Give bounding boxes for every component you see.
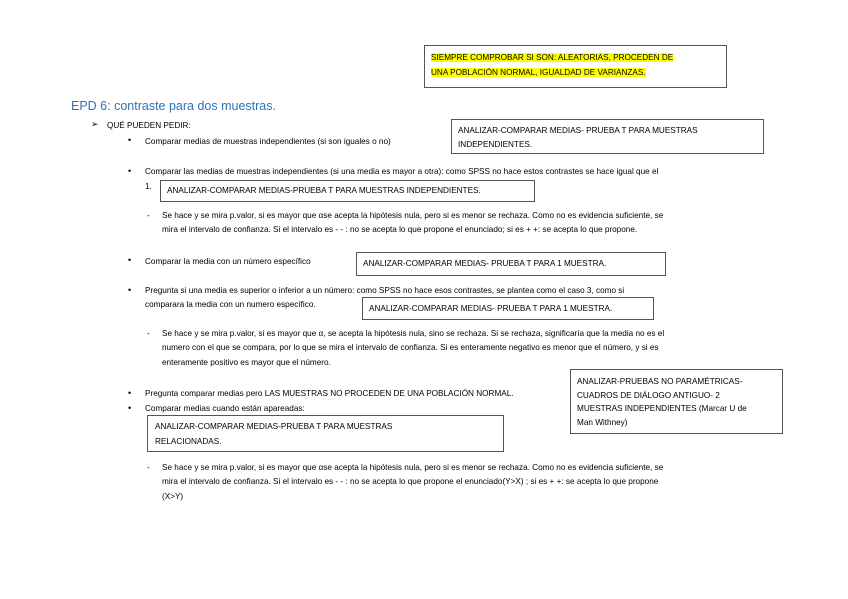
item-6-sub-line-2: mira el intervalo de confianza. Si el intervalo es - - : no se acepta lo que propone el enunciado(Y>X) ; si es + +: se acepta lo que propone bbox=[162, 477, 659, 486]
dash: - bbox=[147, 463, 150, 472]
item-4-line-2: comparara la media con un numero específico. bbox=[145, 300, 316, 309]
item-1-box-line-2: INDEPENDIENTES. bbox=[458, 140, 533, 149]
item-2-line-2: 1. bbox=[145, 182, 152, 191]
item-2-sub-line-2: mira el intervalo de confianza. Si el intervalo es - - : no se acepta lo que propone el enunciado; si es + +: se acepta lo que propone. bbox=[162, 225, 638, 234]
section-label: QUÉ PUEDEN PEDIR: bbox=[107, 121, 191, 130]
bullet: • bbox=[128, 255, 132, 265]
item-6-box-line-2: RELACIONADAS. bbox=[155, 436, 222, 446]
note-line-1: SIEMPRE COMPROBAR SI SON: ALEATORIAS, PROCEDEN DE bbox=[431, 53, 674, 62]
section-marker: ➢ bbox=[91, 119, 99, 129]
dash: - bbox=[147, 329, 150, 338]
note-line-2: UNA POBLACIÓN NORMAL, IGUALDAD DE VARIANZAS. bbox=[431, 68, 646, 77]
item-5-text: Pregunta comparar medias pero LAS MUESTRAS NO PROCEDEN DE UNA POBLACIÓN NORMAL. bbox=[145, 389, 514, 398]
item-6-box-line-1: ANALIZAR-COMPARAR MEDIAS-PRUEBA T PARA MUESTRAS bbox=[155, 422, 393, 431]
item-3-text: Comparar la media con un número específico bbox=[145, 257, 311, 266]
item-4-sub-line-3: enteramente positivo es mayor que el número. bbox=[162, 358, 331, 367]
item-5-box-line-4: Man Withney) bbox=[577, 417, 628, 427]
item-5-box bbox=[570, 369, 783, 434]
item-4-sub-line-2: numero con el que se compara, por lo que se mira el intervalo de confianza. Si es enteramente negativo es menor que el número, y si es bbox=[162, 343, 659, 352]
item-4-line-1: Pregunta si una media es superior o inferior a un número: como SPSS no hace esos contrastes, se plantea como el caso 3, como si bbox=[145, 286, 625, 295]
bullet: • bbox=[128, 135, 132, 145]
item-5-box-line-2: CUADROS DE DIÁLOGO ANTIGUO- 2 bbox=[577, 390, 720, 400]
item-2-line-1: Comparar las medias de muestras independientes (si una media es mayor a otra): como SPSS no hace estos contrastes se hace igual que el bbox=[145, 167, 659, 176]
item-6-text: Comparar medias cuando están apareadas: bbox=[145, 404, 305, 413]
bullet: • bbox=[128, 403, 132, 413]
page-title: EPD 6: contraste para dos muestras. bbox=[71, 99, 276, 113]
item-4-sub-line-1: Se hace y se mira p.valor, si es mayor que α, se acepta la hipótesis nula, sino se rechaza. Si se rechaza, significaría que la media no es el bbox=[162, 329, 665, 338]
bullet: • bbox=[128, 388, 132, 398]
item-1-box bbox=[451, 119, 764, 154]
item-1-box-line-1: ANALIZAR-COMPARAR MEDIAS- PRUEBA T PARA MUESTRAS bbox=[458, 126, 698, 135]
bullet: • bbox=[128, 166, 132, 176]
item-2-box: ANALIZAR-COMPARAR MEDIAS-PRUEBA T PARA MUESTRAS INDEPENDIENTES. bbox=[160, 180, 535, 202]
bullet: • bbox=[128, 285, 132, 295]
item-2-sub-line-1: Se hace y se mira p.valor, si es mayor que αse acepta la hipótesis nula, pero si es menor se rechaza. Como no es evidencia suficiente, se bbox=[162, 211, 664, 220]
item-6-sub-line-3: (X>Y) bbox=[162, 492, 184, 501]
item-5-box-line-1: ANALIZAR-PRUEBAS NO PARAMÉTRICAS- bbox=[577, 377, 743, 386]
item-6-sub-line-1: Se hace y se mira p.valor, si es mayor que αse acepta la hipótesis nula, pero si es menor se rechaza. Como no es evidencia suficiente, se bbox=[162, 463, 664, 472]
item-5-box-line-3: MUESTRAS INDEPENDIENTES (Marcar U de bbox=[577, 404, 747, 413]
dash: - bbox=[147, 211, 150, 220]
item-6-box bbox=[147, 415, 504, 452]
item-1-text: Comparar medias de muestras independientes (si son iguales o no) bbox=[145, 137, 391, 146]
note-box bbox=[424, 45, 727, 88]
item-3-box: ANALIZAR-COMPARAR MEDIAS- PRUEBA T PARA 1 MUESTRA. bbox=[356, 252, 666, 276]
item-4-box: ANALIZAR-COMPARAR MEDIAS- PRUEBA T PARA 1 MUESTRA. bbox=[362, 297, 654, 320]
